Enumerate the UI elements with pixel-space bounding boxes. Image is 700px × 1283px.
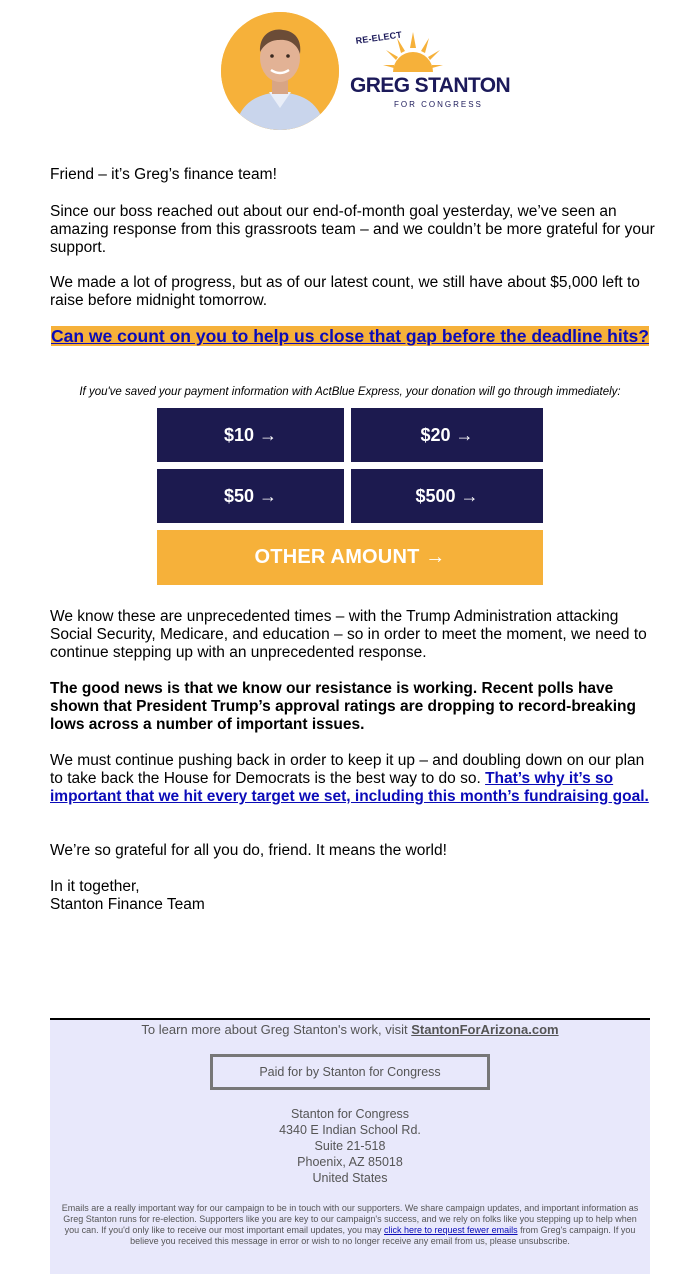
address-name: Stanton for Congress (290, 1107, 410, 1121)
email-footer (50, 1018, 650, 1274)
address-line-1: 4340 E Indian School Rd. (279, 1123, 421, 1137)
candidate-name: GREG STANTON (350, 74, 511, 97)
donate-50-button[interactable]: $50 → (157, 469, 344, 523)
learn-more-text: To learn more about Greg Stanton's work, visit (141, 1022, 412, 1037)
signoff: In it together, (50, 878, 140, 895)
paid-for-disclaimer: Paid for by Stanton for Congress (210, 1054, 490, 1090)
actblue-express-note: If you've saved your payment information with ActBlue Express, your donation will go through immediately: (79, 386, 621, 398)
email-header (0, 12, 700, 132)
greeting: Friend – it’s Greg’s finance team! (50, 166, 277, 183)
for-congress-label: FOR CONGRESS (394, 100, 483, 109)
donate-other-amount-button[interactable]: OTHER AMOUNT → (157, 530, 543, 585)
website-link[interactable]: StantonForArizona.com (411, 1022, 559, 1037)
paragraph-4-bold: The good news is that we know our resistance is working. Recent polls have shown that President Trump’s approval ratings are dropping to record-breaking lows across a number of important issues. (50, 680, 636, 733)
fundraising-goal-link[interactable]: That’s why it’s so important that we hit every target we set, including this month’s fundraising goal. (50, 770, 649, 805)
address-country: United States (312, 1171, 388, 1185)
fine-print-text-1: Emails are a really important way for our campaign to be in touch with our supporters. We share campaign updates, and important information as Greg Stanton runs for re-election. Supporters like you are key to our campaign's success, and we rely on folks like you stepping up to help when you can. If you'd only like to receive our most important email updates, you may (61, 1203, 639, 1235)
fine-print-text-2: from Greg's campaign. If you believe you received this message in error or wish to no longer receive any email from us, please unsubscribe. (130, 1225, 636, 1246)
reelect-label: RE-ELECT (355, 29, 403, 46)
cta-heading (50, 326, 650, 347)
donate-20-button[interactable]: $20 → (351, 408, 543, 462)
paragraph-2: We made a lot of progress, but as of our latest count, we still have about $5,000 left to raise before midnight tomorrow. (50, 274, 640, 309)
fewer-emails-link[interactable]: click here to request fewer emails (384, 1225, 518, 1235)
fine-print (58, 1203, 642, 1247)
address-line-2: Suite 21-518 (314, 1139, 386, 1153)
paragraph-5 (50, 752, 652, 806)
paragraph-6: We’re so grateful for all you do, friend. It means the world! (50, 842, 447, 859)
donate-500-button[interactable]: $500 → (351, 469, 543, 523)
paragraph-5-text: We must continue pushing back in order to keep it up – and doubling down on our plan to take back the House for Democrats is the best way to do so. (50, 752, 645, 787)
learn-more-line (50, 1022, 650, 1037)
address-city: Phoenix, AZ 85018 (297, 1155, 403, 1169)
mailing-address (50, 1106, 650, 1186)
campaign-logo (350, 29, 511, 122)
paragraph-3: We know these are unprecedented times – with the Trump Administration attacking Social Security, Medicare, and education – so in order to meet the moment, we need to continue stepping up with an unprecedented response. (50, 608, 647, 661)
candidate-photo (221, 12, 339, 130)
paragraph-1: Since our boss reached out about our end-of-month goal yesterday, we’ve seen an amazing response from this grassroots team – and we couldn’t be more grateful for your support. (50, 203, 655, 256)
donate-10-button[interactable]: $10 → (157, 408, 344, 462)
cta-heading-link[interactable]: Can we count on you to help us close that gap before the deadline hits? (51, 326, 649, 346)
signature: Stanton Finance Team (50, 896, 205, 913)
